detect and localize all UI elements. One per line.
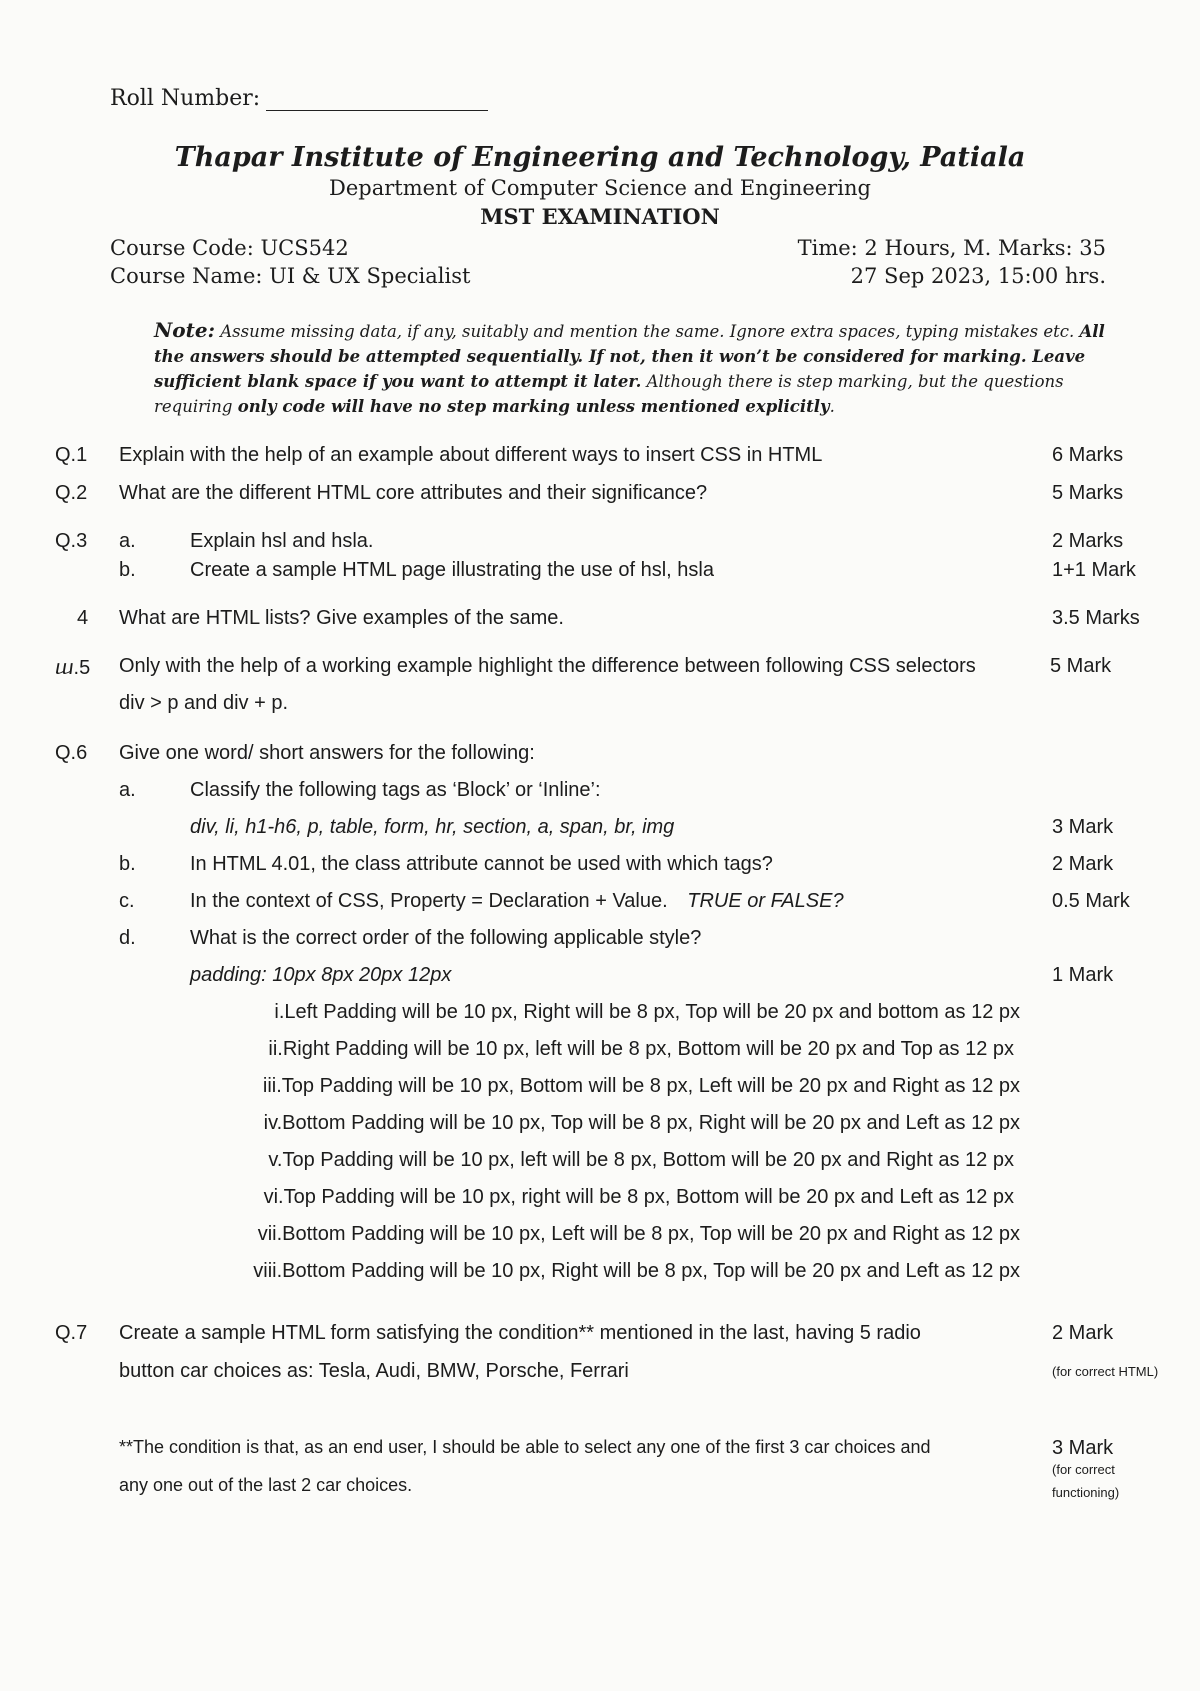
roll-number (110, 86, 488, 111)
q5-number: ⴍ.5 (55, 657, 91, 679)
q3a-label: a. (119, 530, 136, 552)
condition-marks-note-2: functioning) (1052, 1485, 1120, 1500)
q5-marks: 5 Mark (1050, 655, 1112, 677)
q2-marks: 5 Marks (1052, 482, 1124, 504)
note-text-1: Assume missing data, if any, suitably and mention the same. Ignore extra spaces, typing mistakes etc. (220, 322, 1075, 341)
q5-text-line2: div > p and div + p. (119, 692, 289, 714)
q6b-label: b. (119, 853, 136, 875)
q6d-marks: 1 Mark (1052, 964, 1114, 986)
q1-marks: 6 Marks (1052, 444, 1124, 466)
q6a-text: Classify the following tags as ‘Block’ or ‘Inline’: (190, 779, 601, 801)
q3a-text: Explain hsl and hsla. (190, 530, 374, 552)
q4-marks: 3.5 Marks (1052, 607, 1140, 629)
q1-number: Q.1 (55, 444, 88, 466)
q6b-text: In HTML 4.01, the class attribute cannot be used with which tags? (190, 853, 773, 875)
time-marks: Time: 2 Hours, M. Marks: 35 (797, 236, 1106, 260)
q6-number: Q.6 (55, 742, 88, 764)
q6c-true-false: TRUE or FALSE? (687, 890, 844, 912)
q5-text-line1: Only with the help of a working example highlight the difference between following CSS selectors (119, 655, 976, 677)
condition-text-line1: **The condition is that, as an end user, I should be able to select any one of the first 3 car choices and (119, 1437, 931, 1457)
exam-date: 27 Sep 2023, 15:00 hrs. (850, 264, 1106, 288)
q2-text: What are the different HTML core attributes and their significance? (119, 482, 708, 504)
q6d-text: What is the correct order of the following applicable style? (190, 927, 702, 949)
roll-number-label: Roll Number: (110, 86, 261, 111)
q7-number: Q.7 (55, 1322, 88, 1344)
q4-text: What are HTML lists? Give examples of the same. (119, 607, 564, 629)
q3b-label: b. (119, 559, 136, 581)
q6c-marks: 0.5 Mark (1052, 890, 1130, 912)
q6a-label: a. (119, 779, 136, 801)
q4-number: 4 (77, 607, 89, 629)
q6a-marks: 3 Mark (1052, 816, 1114, 838)
q7-marks: 2 Mark (1052, 1322, 1114, 1344)
q3b-marks: 1+1 Mark (1052, 559, 1136, 581)
q6d-option-5: v.Top Padding will be 10 px, left will be 8 px, Bottom will be 20 px and Right as 12 px (268, 1149, 1014, 1171)
roll-number-blank (266, 90, 488, 111)
q6d-option-8: viii.Bottom Padding will be 10 px, Right will be 8 px, Top will be 20 px and Left as 12 px (253, 1260, 1020, 1282)
note-text-2: Although there is step marking, but the questions requiring (154, 372, 1064, 416)
q3a-marks: 2 Marks (1052, 530, 1124, 552)
note-bold-2: only code will have no step marking unless mentioned explicitly (237, 397, 830, 416)
condition-marks-note-1: (for correct (1052, 1462, 1115, 1477)
condition-marks: 3 Mark (1052, 1437, 1114, 1459)
q6d-label: d. (119, 927, 136, 949)
course-code: Course Code: UCS542 (110, 236, 349, 260)
q6b-marks: 2 Mark (1052, 853, 1114, 875)
q6a-tags: div, li, h1-h6, p, table, form, hr, section, a, span, br, img (190, 816, 675, 838)
instructions-note (154, 318, 1139, 419)
note-end: . (829, 397, 835, 416)
q6d-option-3: iii.Top Padding will be 10 px, Bottom will be 8 px, Left will be 20 px and Right as 12 px (262, 1075, 1020, 1097)
department-name: Department of Computer Science and Engineering (329, 176, 871, 200)
q6d-option-7: vii.Bottom Padding will be 10 px, Left will be 8 px, Top will be 20 px and Right as 12 px (257, 1223, 1020, 1245)
q6c-text: In the context of CSS, Property = Declaration + Value. (190, 890, 668, 912)
q3b-text: Create a sample HTML page illustrating the use of hsl, hsla (190, 559, 714, 581)
note-bold-1: All the answers should be attempted sequentially. If not, then it won’t be considered for marking. Leave sufficient blank space if you want to attempt it later. (154, 322, 1105, 391)
note-label: Note: (154, 318, 215, 342)
q6d-option-6: vi.Top Padding will be 10 px, right will be 8 px, Bottom will be 20 px and Left as 12 px (263, 1186, 1014, 1208)
q6c-text-wrap (190, 890, 844, 913)
exam-title: MST EXAMINATION (480, 204, 720, 229)
q6-text: Give one word/ short answers for the following: (119, 742, 535, 764)
q6c-label: c. (119, 890, 135, 912)
q2-number: Q.2 (55, 482, 88, 504)
q3-number: Q.3 (55, 530, 88, 552)
course-name: Course Name: UI & UX Specialist (110, 264, 471, 288)
q6d-style: padding: 10px 8px 20px 12px (190, 964, 452, 986)
q7-text-line1: Create a sample HTML form satisfying the condition** mentioned in the last, having 5 radio (119, 1322, 921, 1344)
q6d-option-2: ii.Right Padding will be 10 px, left will be 8 px, Bottom will be 20 px and Top as 12 px (268, 1038, 1014, 1060)
q6d-option-4: iv.Bottom Padding will be 10 px, Top will be 8 px, Right will be 20 px and Left as 12 px (263, 1112, 1020, 1134)
q7-text-line2: button car choices as: Tesla, Audi, BMW, Porsche, Ferrari (119, 1360, 629, 1382)
q7-marks-note: (for correct HTML) (1052, 1364, 1159, 1379)
institute-name: Thapar Institute of Engineering and Technology, Patiala (174, 142, 1026, 173)
q1-text: Explain with the help of an example about different ways to insert CSS in HTML (119, 444, 823, 466)
q6d-option-1: i.Left Padding will be 10 px, Right will be 8 px, Top will be 20 px and bottom as 12 px (274, 1001, 1020, 1023)
condition-text-line2: any one out of the last 2 car choices. (119, 1475, 413, 1495)
